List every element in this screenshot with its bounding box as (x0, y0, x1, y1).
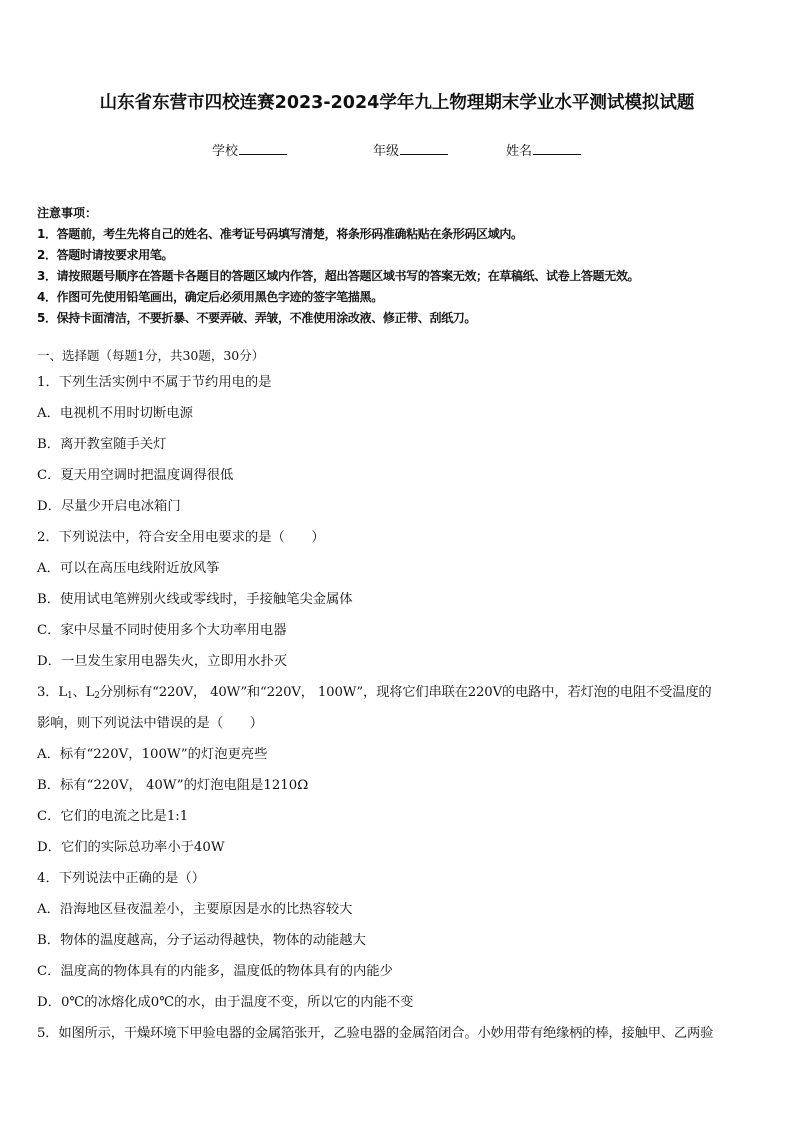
notice-item: 4．作图可先使用铅笔画出，确定后必须用黑色字迹的签字笔描黑。 (37, 290, 383, 304)
notice-block (37, 203, 767, 329)
answer-option: B．使用试电笔辨别火线或零线时，手接触笔尖金属体 (37, 592, 353, 607)
question-stem: 5．如图所示，干燥环境下甲验电器的金属箔张开，乙验电器的金属箔闭合。小妙用带有绝缘柄的棒，接触甲、乙两验 (37, 1026, 714, 1041)
answer-option: B．标有“220V， 40W”的灯泡电阻是1210Ω (37, 778, 309, 793)
answer-option: C．它们的电流之比是1:1 (37, 809, 189, 824)
subscript: 1 (67, 691, 73, 701)
question-stem-continuation: 影响，则下列说法中错误的是（ ） (37, 716, 264, 731)
stem-mid: 、L (72, 685, 95, 700)
answer-option: D．0℃的冰熔化成0℃的水，由于温度不变，所以它的内能不变 (37, 995, 414, 1010)
answer-option: A．标有“220V，100W”的灯泡更亮些 (37, 747, 268, 762)
grade-label: 年级 (373, 144, 400, 159)
school-label: 学校 (212, 144, 239, 159)
answer-option: D．它们的实际总功率小于40W (37, 840, 225, 855)
answer-option: D．尽量少开启电冰箱门 (37, 499, 181, 514)
grade-field (373, 140, 448, 159)
grade-blank (400, 141, 448, 155)
question-stem: 2．下列说法中，符合安全用电要求的是（ ） (37, 530, 325, 545)
notice-heading: 注意事项： (37, 206, 98, 220)
answer-option: A．沿海地区昼夜温差小，主要原因是水的比热容较大 (37, 902, 353, 917)
name-field (506, 140, 581, 159)
notice-item: 2．答题时请按要求用笔。 (37, 248, 174, 262)
section-heading: 一、选择题（每题1分，共30题，30分） (37, 348, 265, 363)
exam-title: 山东省东营市四校连赛2023-2024学年九上物理期末学业水平测试模拟试题 (99, 93, 695, 113)
notice-item: 3．请按照题号顺序在答题卡各题目的答题区域内作答，超出答题区域书写的答案无效；在草稿纸、试卷上答题无效。 (37, 269, 640, 283)
answer-option: A．可以在高压电线附近放风筝 (37, 561, 220, 576)
school-blank (239, 141, 287, 155)
notice-item: 1．答题前，考生先将自己的姓名、准考证号码填写清楚，将条形码准确粘贴在条形码区域内。 (37, 227, 523, 241)
name-blank (533, 141, 581, 155)
answer-option: C．家中尽量不同时使用多个大功率用电器 (37, 623, 287, 638)
stem-rest: 分别标有“220V， 40W”和“220V， 100W”，现将它们串联在220V的电路中，若灯泡的电阻不受温度的 (99, 685, 712, 700)
answer-option: A．电视机不用时切断电源 (37, 406, 193, 421)
answer-option: C．温度高的物体具有的内能多，温度低的物体具有的内能少 (37, 964, 393, 979)
stem-prefix: 3．L (37, 685, 67, 700)
subscript: 2 (94, 691, 100, 701)
student-info-row (0, 140, 794, 160)
notice-item: 5．保持卡面清洁，不要折暴、不要弄破、弄皱，不准使用涂改液、修正带、刮纸刀。 (37, 311, 477, 325)
answer-option: B．物体的温度越高，分子运动得越快，物体的动能越大 (37, 933, 366, 948)
name-label: 姓名 (506, 144, 533, 159)
question-stem: 4．下列说法中正确的是（） (37, 871, 206, 886)
answer-option: C．夏天用空调时把温度调得很低 (37, 468, 234, 483)
answer-option: D．一旦发生家用电器失火，立即用水扑灭 (37, 654, 288, 669)
question-list (37, 367, 767, 1049)
answer-option: B．离开教室随手关灯 (37, 437, 167, 452)
question-stem: 1．下列生活实例中不属于节约用电的是 (37, 375, 272, 390)
school-field (212, 140, 287, 159)
question-stem (37, 677, 767, 708)
